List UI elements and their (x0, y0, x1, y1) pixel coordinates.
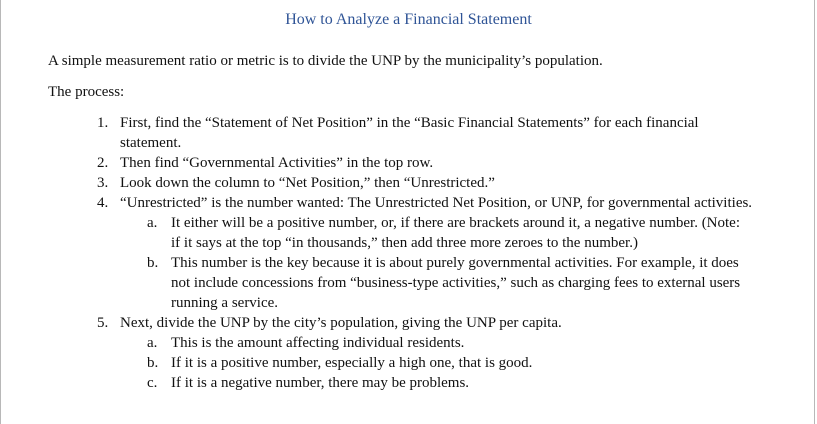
sub-marker: b. (147, 255, 159, 271)
list-item-1 (0, 113, 760, 153)
list-item-text: Look down the column to “Net Position,” then “Unrestricted.” (120, 175, 495, 191)
list-marker: 1. (97, 115, 109, 131)
process-label: The process: (48, 84, 125, 100)
sub-item-5b (0, 353, 751, 373)
sub-item-text: This number is the key because it is about purely governmental activities. For example, it does not include concessions from “business-type activities,” such as charging fees to external users running a service. (171, 255, 741, 311)
list-item-text: Next, divide the UNP by the city’s population, giving the UNP per capita. (120, 315, 562, 331)
list-item-3 (0, 173, 760, 193)
sub-item-text: If it is a positive number, especially a high one, that is good. (171, 355, 533, 371)
sub-item-text: It either will be a positive number, or, if there are brackets around it, a negative number. (Note: if it says at the top “in thousands,” then add three more zeroes to the number.) (171, 215, 741, 251)
sub-marker: a. (147, 335, 158, 351)
sub-item-text: This is the amount affecting individual residents. (171, 335, 465, 351)
list-item-4 (0, 193, 760, 213)
sub-item-5c (0, 373, 751, 393)
document-title: How to Analyze a Financial Statement (285, 11, 532, 28)
process-list (0, 113, 817, 393)
sub-marker: b. (147, 355, 159, 371)
list-item-2 (0, 153, 760, 173)
list-marker: 2. (97, 155, 109, 171)
list-marker: 3. (97, 175, 109, 191)
list-item-5 (0, 313, 760, 333)
sub-item-5a (0, 333, 751, 353)
list-item-text: First, find the “Statement of Net Position” in the “Basic Financial Statements” for each financial statement. (120, 115, 699, 151)
sub-item-4b (0, 253, 751, 313)
sub-item-4a (0, 213, 751, 253)
sub-marker: c. (147, 375, 158, 391)
list-marker: 5. (97, 315, 109, 331)
sub-item-text: If it is a negative number, there may be problems. (171, 375, 470, 391)
sub-marker: a. (147, 215, 158, 231)
intro-paragraph: A simple measurement ratio or metric is to divide the UNP by the municipality’s population. (48, 53, 603, 69)
list-item-text: “Unrestricted” is the number wanted: The Unrestricted Net Position, or UNP, for governmental activities. (120, 195, 753, 211)
list-marker: 4. (97, 195, 109, 211)
list-item-text: Then find “Governmental Activities” in the top row. (120, 155, 434, 171)
